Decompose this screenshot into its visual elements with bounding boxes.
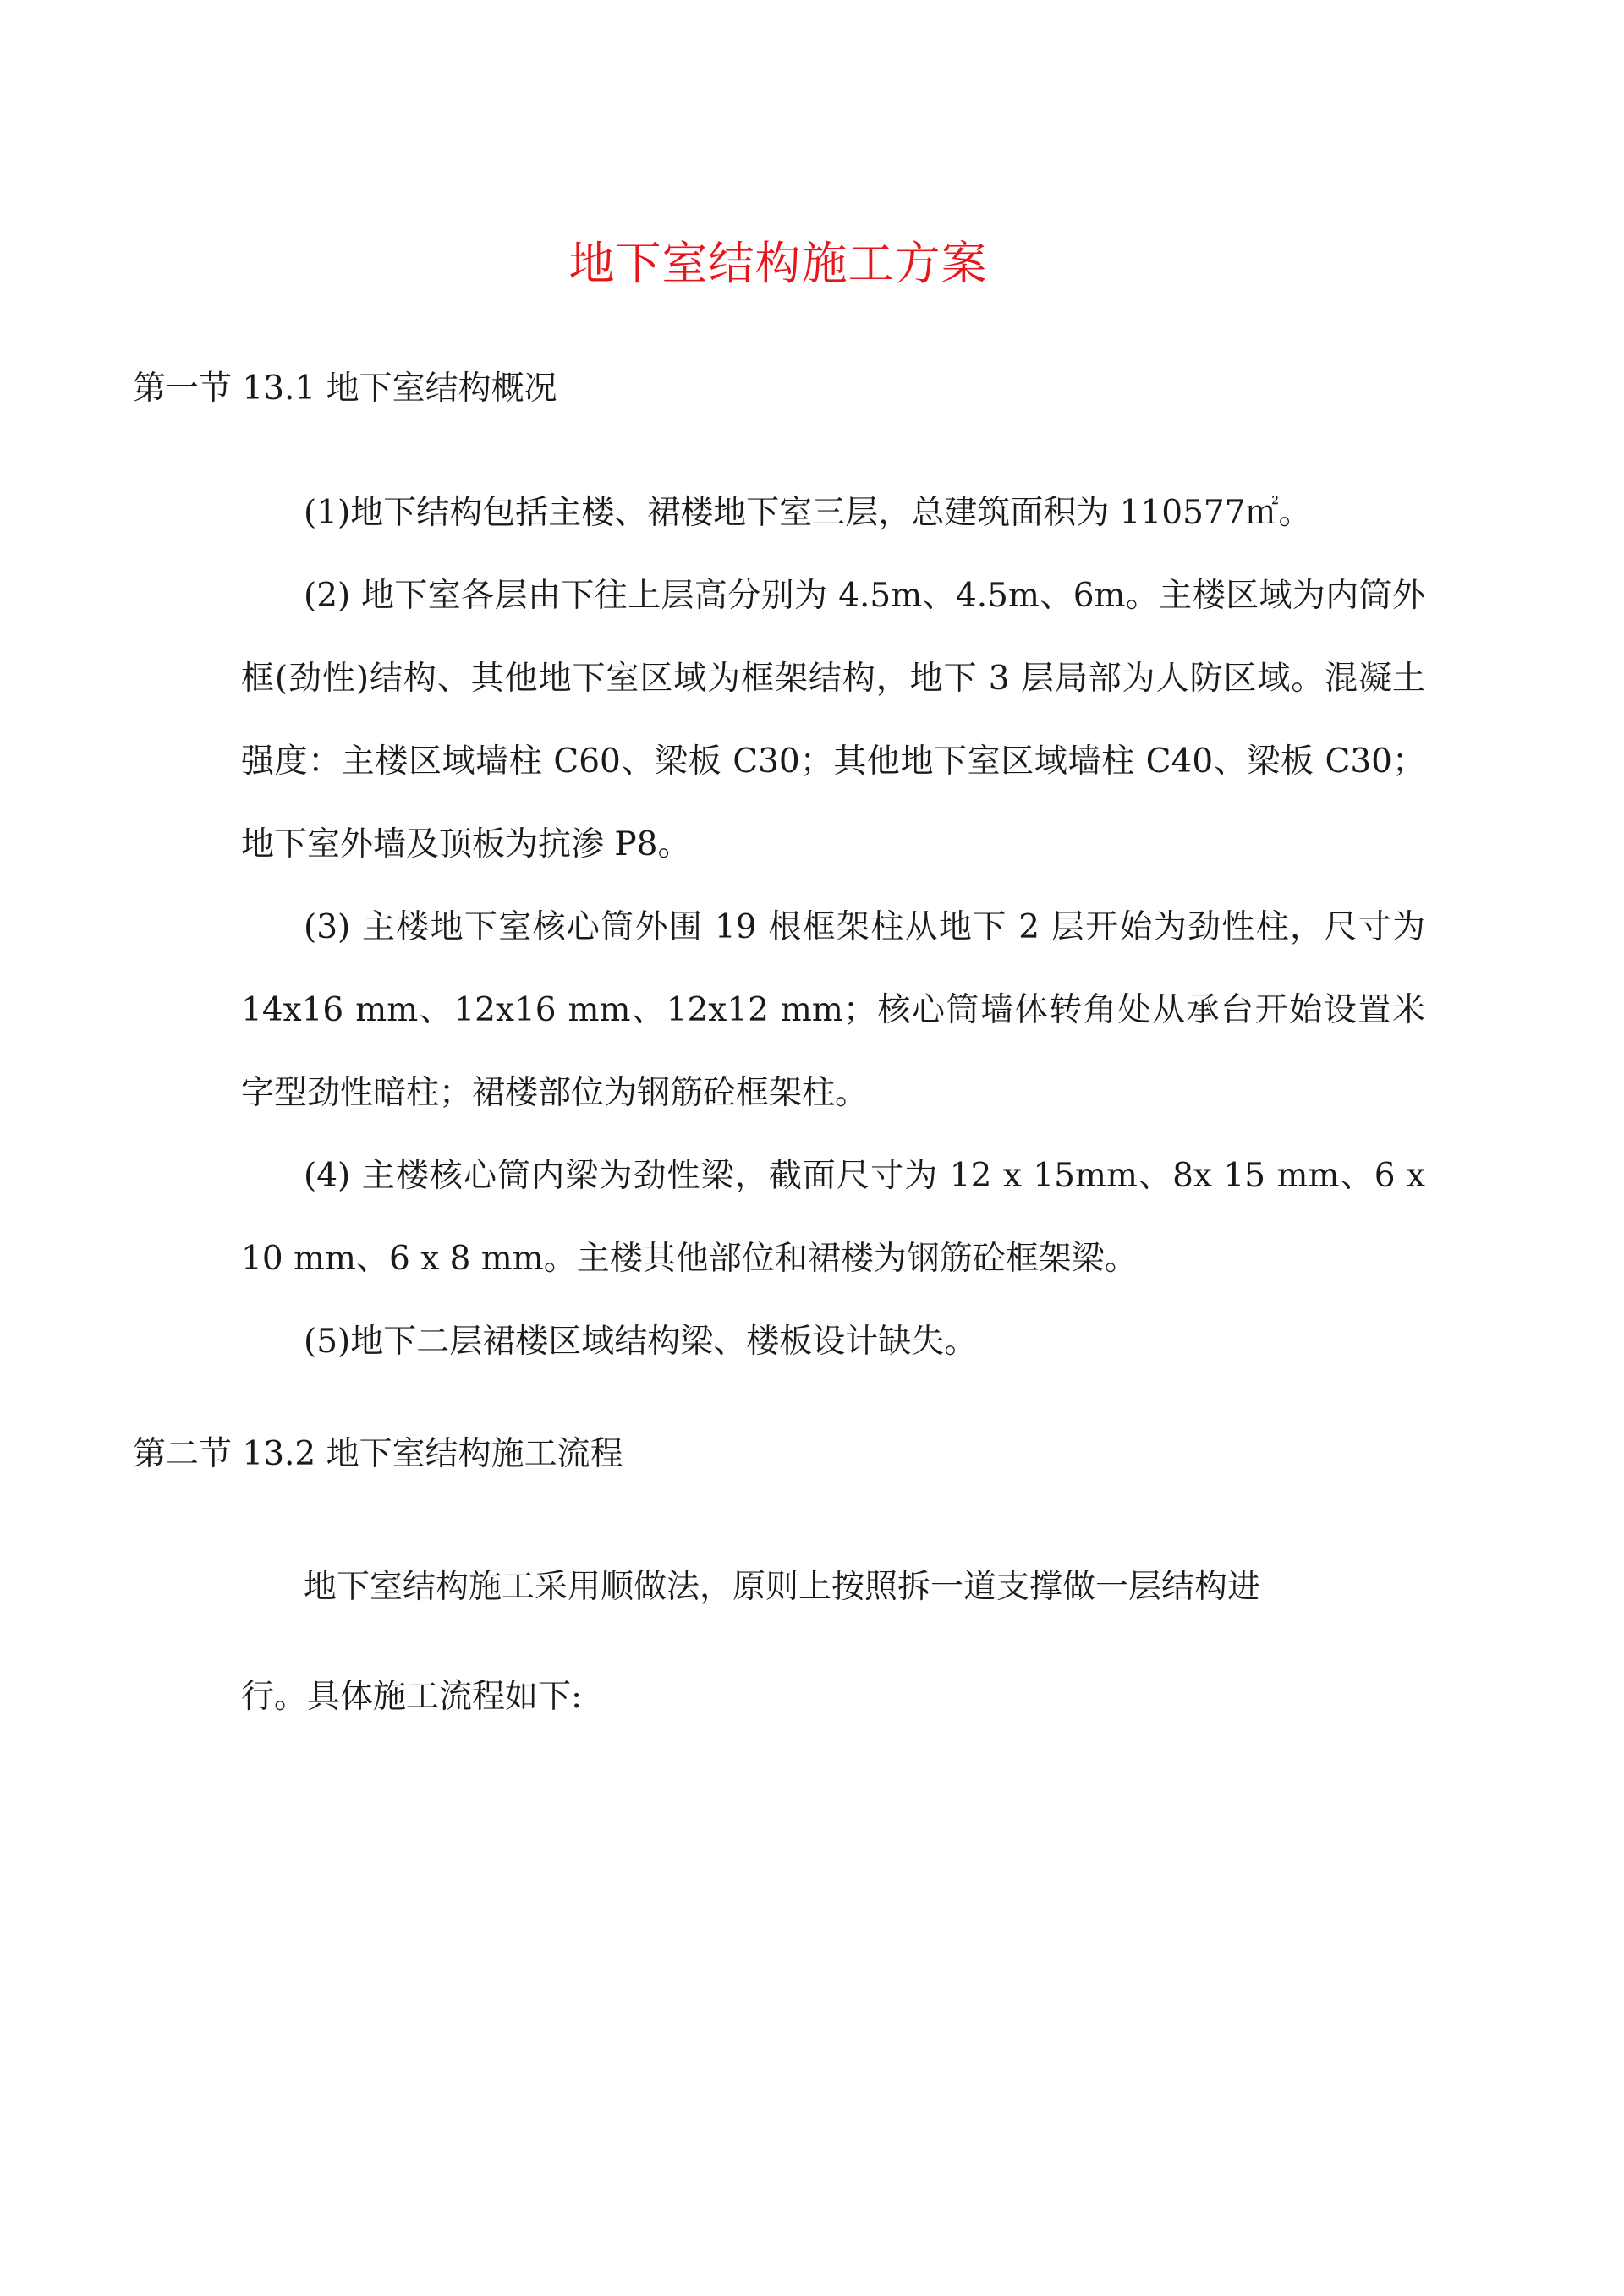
section-2-paragraph-1: 地下室结构施工采用顺做法，原则上按照拆一道支撑做一层结构进行。具体施工流程如下: (241, 1568, 1261, 1716)
section-heading-1: 第一节 13.1 地下室结构概况 (133, 370, 557, 408)
section-1-paragraph-5: (5)地下二层裙楼区域结构梁、楼板设计缺失。 (304, 1323, 978, 1361)
section-1-paragraph-4: (4) 主楼核心筒内梁为劲性梁，截面尺寸为 12 x 15mm、8x 15 mm、6 x 10 mm、6 x 8 mm。主楼其他部位和裙楼为钢筋砼框架梁。 (241, 1157, 1425, 1278)
section-1-paragraph-3: (3) 主楼地下室核心筒外围 19 根框架柱从地下 2 层开始为劲性柱，尺寸为 14x16 mm、12x16 mm、12x12 mm；核心筒墙体转角处从承台开始设置米字型劲性暗柱；裙楼部位为钢筋砼框架柱。 (241, 908, 1425, 1112)
section-1-paragraph-1: (1)地下结构包括主楼、裙楼地下室三层，总建筑面积为 110577㎡。 (304, 494, 1312, 532)
document-title: 地下室结构施工方案 (568, 237, 988, 290)
section-1-paragraph-2: (2) 地下室各层由下往上层高分别为 4.5m、4.5m、6m。主楼区域为内筒外框(劲性)结构、其他地下室区域为框架结构，地下 3 层局部为人防区域。混凝土强度：主楼区域墙柱 C60、梁板 C30；其他地下室区域墙柱 C40、梁板 C30；地下室外墙及顶板为抗渗 P8。 (241, 577, 1425, 863)
section-heading-2: 第二节 13.2 地下室结构施工流程 (133, 1435, 623, 1473)
